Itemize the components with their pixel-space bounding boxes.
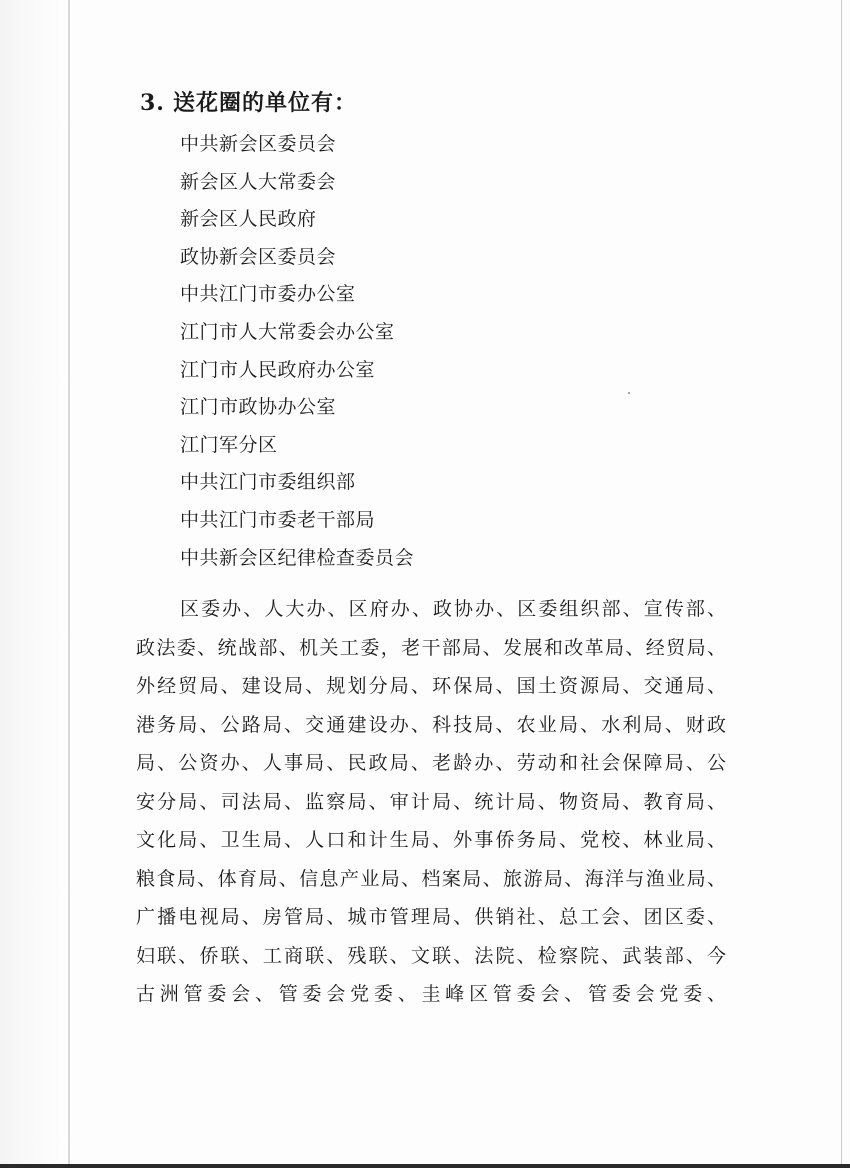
- unit-item: 江门市人大常委会办公室: [180, 320, 395, 343]
- paragraph-line: 广播电视局、房管局、城市管理局、供销社、总工会、团区委、: [136, 906, 726, 928]
- unit-item: 中共江门市委组织部: [180, 471, 356, 494]
- paragraph-line: 妇联、侨联、工商联、残联、文联、法院、检察院、武装部、今: [136, 944, 726, 967]
- paragraph-line: 港务局、公路局、交通建设办、科技局、农业局、水利局、财政: [136, 713, 726, 736]
- unit-item: 江门市政协办公室: [180, 396, 337, 419]
- unit-item: 中共新会区纪律检查委员会: [180, 546, 415, 569]
- unit-item: 政协新会区委员会: [180, 245, 337, 268]
- paragraph-line: 区委办、人大办、区府办、政协办、区委组织部、宣传部、: [180, 598, 726, 620]
- paragraph-line: 粮食局、体育局、信息产业局、档案局、旅游局、海洋与渔业局、: [136, 867, 726, 890]
- scan-right-edge: [841, 0, 842, 1168]
- section-heading: [140, 86, 357, 117]
- unit-item: 中共新会区委员会: [180, 133, 337, 155]
- unit-item: 江门军分区: [180, 433, 278, 456]
- unit-item: 新会区人民政府: [180, 208, 317, 231]
- scan-speck: [628, 392, 630, 394]
- unit-item: 新会区人大常委会: [180, 170, 337, 193]
- section-number: 3.: [140, 90, 165, 116]
- scan-fold-line: [68, 0, 70, 1168]
- scan-bottom-edge: [0, 1164, 850, 1168]
- paragraph-line: 安分局、司法局、监察局、审计局、统计局、物资局、教育局、: [136, 790, 726, 813]
- scan-left-margin: [0, 0, 68, 1168]
- unit-item: 江门市人民政府办公室: [180, 358, 376, 381]
- unit-list: [180, 126, 414, 577]
- paragraph-line: 局、公资办、人事局、民政局、老龄办、劳动和社会保障局、公: [136, 752, 726, 774]
- paragraph-line: 政法委、统战部、机关工委，老干部局、发展和改革局、经贸局、: [136, 636, 726, 659]
- paragraph-line: 古洲管委会、管委会党委、圭峰区管委会、管委会党委、: [136, 983, 726, 1005]
- paragraph-line: 外经贸局、建设局、规划分局、环保局、国土资源局、交通局、: [136, 675, 726, 697]
- unit-item: 中共江门市委老干部局: [180, 508, 376, 531]
- department-paragraph: [136, 590, 726, 1014]
- section-title: 送花圈的单位有：: [172, 90, 357, 116]
- unit-item: 中共江门市委办公室: [180, 283, 356, 306]
- paragraph-line: 文化局、卫生局、人口和计生局、外事侨务局、党校、林业局、: [136, 829, 726, 851]
